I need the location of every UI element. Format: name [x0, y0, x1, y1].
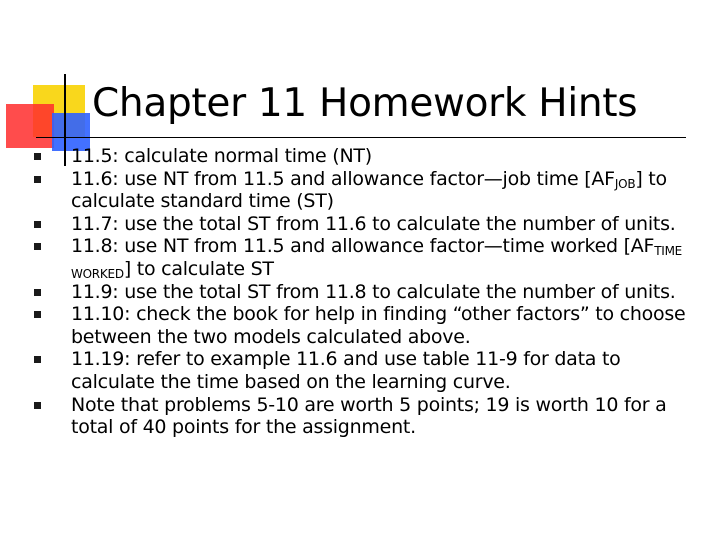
square-bullet-icon	[34, 356, 41, 363]
square-bullet-icon	[34, 153, 41, 160]
subscript: TIME WORKED	[71, 244, 683, 281]
subscript: JOB	[614, 176, 636, 191]
square-bullet-icon	[34, 311, 41, 318]
bullet-item	[34, 235, 706, 280]
square-bullet-icon	[34, 289, 41, 296]
bullet-item	[34, 394, 706, 439]
bullet-text: ] to calculate standard time (ST)	[71, 167, 667, 213]
bullet-text: 11.10: check the book for help in finding “other factors” to choose between the two models calculated above.	[71, 303, 686, 348]
square-bullet-icon	[34, 243, 41, 250]
square-bullet-icon	[34, 221, 41, 228]
square-bullet-icon	[34, 176, 41, 183]
bullet-text: 11.19: refer to example 11.6 and use table 11-9 for data to calculate the time based on the learning curve.	[71, 348, 621, 393]
slide-title: Chapter 11 Homework Hints	[92, 81, 638, 126]
bullet-text: 11.8: use NT from 11.5 and allowance factor—time worked [AF	[71, 235, 655, 258]
bullet-item	[34, 281, 706, 304]
bullet-text: 11.9: use the total ST from 11.8 to calculate the number of units.	[71, 280, 676, 303]
title-underline	[36, 137, 686, 138]
bullet-item	[34, 303, 706, 348]
bullet-text: 11.6: use NT from 11.5 and allowance factor—job time [AF	[71, 167, 615, 190]
bullet-text: 11.5: calculate normal time (NT)	[71, 145, 372, 167]
bullet-item	[34, 145, 706, 168]
bullet-text: 11.7: use the total ST from 11.6 to calculate the number of units.	[71, 212, 676, 235]
square-bullet-icon	[34, 402, 41, 409]
bullet-list	[34, 145, 706, 439]
bullet-item	[34, 213, 706, 236]
bullet-item	[34, 348, 706, 393]
bullet-text: ] to calculate ST	[123, 257, 274, 280]
bullet-text: Note that problems 5-10 are worth 5 points; 19 is worth 10 for a total of 40 points for the assignment.	[71, 393, 667, 439]
red-square-decoration	[6, 104, 54, 148]
bullet-item	[34, 168, 706, 213]
